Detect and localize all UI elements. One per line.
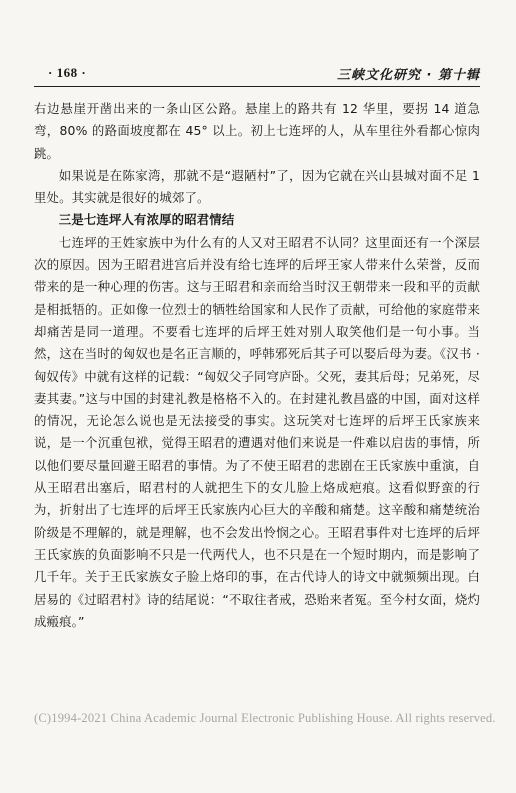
page-number: · 168 · (48, 65, 87, 80)
section-heading: 三是七连坪人有浓厚的昭君情结 (58, 212, 235, 228)
page-header (34, 63, 480, 83)
paragraph: 七连坪的王姓家族中为什么有的人又对王昭君不认同？这里面还有一个深层次的原因。因为王昭君进宫后并没有给七连坪的后坪王家人带来什么荣誉，反而带来的是一种心理的伤害。这与王昭君和亲而给当时汉王朝带来一段和平的贡献是相抵牾的。正如像一位烈士的牺牲给国家和人民作了贡献，可给他的家庭带来却痛苦是同一道理。不要看七连坪的后坪王姓对别人取笑他们是一句小事。当然，这在当时的匈奴也是名正言顺的，呼韩邪死后其子可以娶后母为妻。《汉书 · 匈奴传》中就有这样的记载：“匈奴父子同穹庐卧。父死，妻其后母；兄弟死，尽妻其妻。”这与中国的封建礼教是格格不入的。在封建礼教昌盛的中国，面对这样的情况，无论怎么说也是无法接受的事实。这玩笑对七连坪的后坪王氏家族来说，是一个沉重包袱，觉得王昭君的遭遇对他们来说是一件难以启齿的事情，所以他们要尽量回避王昭君的事情。为了不使王昭君的悲剧在王氏家族中重演，自从王昭君出塞后，昭君村的人就把生下的女儿脸上烙成疤痕。这看似野蛮的行为，折射出了七连坪的后坪王氏家族内心巨大的辛酸和痛楚。这辛酸和痛楚统治阶级是不理解的，就是理解，也不会发出怜悯之心。王昭君事件对七连坪的后坪王氏家族的负面影响不只是一代两代人，也不只是在一个短时期内，而是影响了几千年。关于王氏家族女子脸上烙印的事，在古代诗人的诗文中就频频出现。白居易的《过昭君村》诗的结尾说：“不取往者戒，恐贻来者冤。至今村女面，烧灼成瘢痕。” (34, 234, 480, 629)
running-title: 三峡文化研究 · 第十辑 (337, 68, 480, 83)
paragraph: 如果说是在陈家湾，那就不是“遐陋村”了，因为它就在兴山县城对面不足 1 里处。其实就是很好的城郊了。 (34, 167, 480, 206)
article-body (34, 98, 480, 633)
header-rule (34, 86, 480, 87)
copyright-watermark: (C)1994-2021 China Academic Journal Electronic Publishing House. All rights reserved. (34, 711, 496, 725)
paragraph-continued: 右边悬崖开凿出来的一条山区公路。悬崖上的路共有 12 华里，要拐 14 道急弯，80% 的路面坡度都在 45° 以上。初上七连坪的人，从车里往外看都心惊肉跳。 (34, 101, 480, 161)
